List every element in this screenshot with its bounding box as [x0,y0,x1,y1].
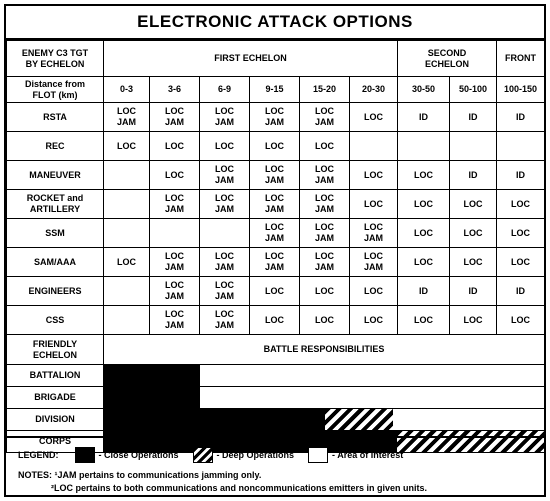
option-cell: LOC JAM [250,248,300,277]
table-row [7,190,545,219]
table-row [7,306,545,335]
option-cell: LOC [350,161,398,190]
legend-close-label: - Close Operations [98,450,179,460]
option-cell: LOC [450,306,497,335]
legend-close [75,447,179,463]
option-cell [104,219,150,248]
legend-aoi [308,447,403,463]
legend-aoi-label: - Area of Interest [332,450,404,460]
option-cell: LOC [300,277,350,306]
legend-area [6,436,544,495]
distance-header: 20-30 [350,77,398,103]
option-cell [104,277,150,306]
option-cell [104,190,150,219]
unit-label: DIVISION [7,409,104,431]
distance-header: 50-100 [450,77,497,103]
option-cell: LOC [497,248,545,277]
option-cell: ID [450,161,497,190]
header-first-echelon: FIRST ECHELON [104,41,398,77]
option-cell: LOC JAM [250,190,300,219]
close-operations-segment [104,365,200,386]
option-cell: LOC JAM [150,248,200,277]
option-cell: LOC [398,306,450,335]
header-corner: ENEMY C3 TGT BY ECHELON [7,41,104,77]
option-cell: ID [398,277,450,306]
deep-operations-segment [325,409,392,430]
unit-label: BATTALION [7,365,104,387]
option-cell: LOC [350,190,398,219]
option-cell: LOC [450,190,497,219]
option-cell [497,132,545,161]
option-cell: LOC [250,132,300,161]
option-cell: LOC [250,306,300,335]
option-cell: LOC [250,277,300,306]
option-cell: LOC JAM [200,161,250,190]
distance-header: 6-9 [200,77,250,103]
option-cell: LOC [200,132,250,161]
table-row [7,277,545,306]
distance-header: 15-20 [300,77,350,103]
option-cell: LOC [450,248,497,277]
table-row [7,219,545,248]
option-cell: LOC JAM [250,219,300,248]
option-cell: ID [497,161,545,190]
friendly-echelon-header: FRIENDLY ECHELON [7,335,104,365]
option-cell: LOC JAM [150,306,200,335]
option-cell: ID [497,277,545,306]
option-cell: LOC [350,103,398,132]
note-1: NOTES: ¹JAM pertains to communications jamming only. [18,470,262,480]
option-cell: LOC JAM [200,190,250,219]
option-cell: LOC JAM [200,277,250,306]
header-second-echelon: SECOND ECHELON [398,41,497,77]
distance-header: 9-15 [250,77,300,103]
option-cell: LOC JAM [150,277,200,306]
area-of-interest-segment [200,387,544,408]
option-cell: LOC JAM [300,103,350,132]
option-cell: LOC JAM [200,248,250,277]
close-operations-segment [104,387,200,408]
option-cell [104,161,150,190]
option-cell: LOC JAM [200,306,250,335]
option-cell: LOC [398,248,450,277]
unit-label: BRIGADE [7,387,104,409]
option-cell: LOC [497,219,545,248]
responsibility-bar [104,365,544,386]
option-cell: LOC [497,190,545,219]
distance-header: 0-3 [104,77,150,103]
header-front: FRONT [497,41,545,77]
option-cell: LOC [150,132,200,161]
distance-header: 100-150 [497,77,545,103]
area-of-interest-segment [200,365,544,386]
responsibility-bar-cell [104,365,545,387]
legend [18,447,417,463]
unit-row [7,365,545,387]
option-cell: LOC JAM [300,219,350,248]
unit-label: CORPS [7,431,104,453]
option-cell [398,132,450,161]
deep-operations-swatch [193,447,213,463]
unit-row [7,409,545,431]
option-cell: LOC JAM [300,161,350,190]
option-cell: ID [497,103,545,132]
table-row [7,132,545,161]
option-cell [200,219,250,248]
row-label: MANEUVER [7,161,104,190]
row-label: ROCKET and ARTILLERY [7,190,104,219]
area-of-interest-segment [393,409,544,430]
row-label: SAM/AAA [7,248,104,277]
option-cell: LOC JAM [300,248,350,277]
option-cell [104,306,150,335]
row-label: REC [7,132,104,161]
table-row [7,161,545,190]
unit-row [7,387,545,409]
option-cell: LOC [300,132,350,161]
distance-header: 30-50 [398,77,450,103]
legend-title: LEGEND: [18,450,59,460]
option-cell: LOC [450,219,497,248]
option-cell: ID [450,103,497,132]
table-row [7,103,545,132]
legend-deep-label: - Deep Operations [216,450,295,460]
row-label: RSTA [7,103,104,132]
option-cell [450,132,497,161]
responsibility-bar-cell [104,409,545,431]
page-title: ELECTRONIC ATTACK OPTIONS [6,6,544,40]
table-row [7,248,545,277]
option-cell: LOC JAM [150,190,200,219]
option-cell: LOC [497,306,545,335]
close-operations-segment [104,409,325,430]
option-cell [350,132,398,161]
option-cell: LOC JAM [250,103,300,132]
option-cell: LOC JAM [150,103,200,132]
options-table [6,40,544,453]
chart-frame [4,4,546,497]
responsibility-bar [104,387,544,408]
option-cell: LOC [350,306,398,335]
option-cell: LOC [398,219,450,248]
option-cell: LOC [398,161,450,190]
option-cell: ID [450,277,497,306]
option-cell [150,219,200,248]
option-cell: LOC JAM [300,190,350,219]
option-cell: LOC [398,190,450,219]
option-cell: LOC JAM [350,219,398,248]
option-cell: LOC JAM [104,103,150,132]
distance-header: 3-6 [150,77,200,103]
row-label: SSM [7,219,104,248]
close-operations-swatch [75,447,95,463]
notes [18,469,427,495]
option-cell: ID [398,103,450,132]
note-2: ²LOC pertains to both communications and noncommunications emitters in given units. [51,483,428,493]
row-label: CSS [7,306,104,335]
option-cell: LOC [104,132,150,161]
option-cell: LOC [104,248,150,277]
option-cell: LOC JAM [200,103,250,132]
responsibility-bar [104,409,544,430]
option-cell: LOC JAM [250,161,300,190]
legend-deep [193,447,295,463]
header-distance-label: Distance from FLOT (km) [7,77,104,103]
option-cell: LOC [300,306,350,335]
row-label: ENGINEERS [7,277,104,306]
responsibility-bar-cell [104,387,545,409]
option-cell: LOC [350,277,398,306]
area-of-interest-swatch [308,447,328,463]
battle-responsibilities-header: BATTLE RESPONSIBILITIES [104,335,545,365]
option-cell: LOC [150,161,200,190]
option-cell: LOC JAM [350,248,398,277]
